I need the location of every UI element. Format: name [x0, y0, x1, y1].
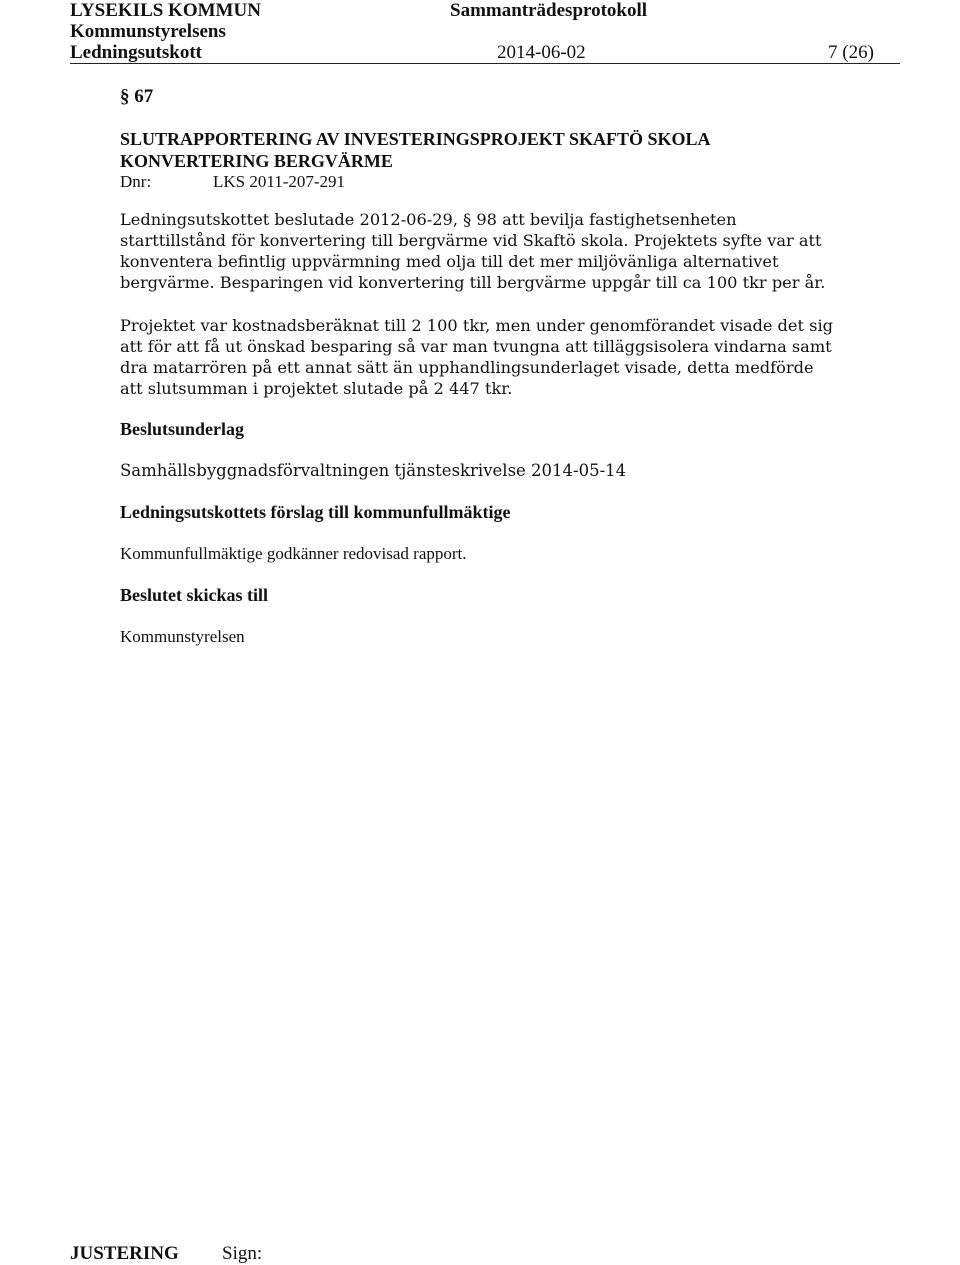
skickas-heading: Beslutet skickas till — [120, 585, 269, 605]
paragraph-line: att för att få ut önskad besparing så var man tvungna att tilläggsisolera vindarna samt — [120, 337, 832, 356]
council-name: Kommunstyrelsens — [70, 21, 226, 42]
page-number: 7 (26) — [828, 42, 874, 63]
paragraph-number: § 67 — [120, 86, 154, 107]
section-title — [120, 128, 711, 172]
meeting-date: 2014-06-02 — [497, 42, 586, 63]
forslag-heading: Ledningsutskottets förslag till kommunfullmäktige — [120, 502, 511, 522]
paragraph-line: dra matarrören på ett annat sätt än upphandlingsunderlaget visade, detta medförde — [120, 358, 814, 377]
justering-label: JUSTERING — [70, 1243, 179, 1264]
paragraph-line: bergvärme. Besparingen vid konvertering till bergvärme uppgår till ca 100 tkr per år. — [120, 273, 826, 292]
dnr-value: LKS 2011-207-291 — [213, 172, 346, 191]
protocol-title: Sammanträdesprotokoll — [450, 0, 648, 21]
body-paragraph — [120, 209, 825, 293]
beslutsunderlag-heading: Beslutsunderlag — [120, 419, 245, 439]
forslag-text: Kommunfullmäktige godkänner redovisad rapport. — [120, 544, 467, 563]
paragraph-line: Ledningsutskottet beslutade 2012-06-29, § 98 att bevilja fastighetsenheten — [120, 210, 737, 229]
header-divider — [70, 63, 900, 64]
paragraph-line: starttillstånd för konvertering till bergvärme vid Skaftö skola. Projektets syfte var att — [120, 231, 822, 250]
paragraph-line: konventera befintlig uppvärmning med olja till det mer miljövänliga alternativet — [120, 252, 779, 271]
skickas-text: Kommunstyrelsen — [120, 627, 245, 646]
paragraph-line: att slutsumman i projektet slutade på 2 447 tkr. — [120, 379, 513, 398]
beslutsunderlag-text: Samhällsbyggnadsförvaltningen tjänsteskrivelse 2014-05-14 — [120, 461, 627, 480]
org-name: LYSEKILS KOMMUN — [70, 0, 261, 21]
sign-label: Sign: — [222, 1243, 263, 1264]
title-line: SLUTRAPPORTERING AV INVESTERINGSPROJEKT SKAFTÖ SKOLA — [120, 129, 711, 149]
committee-name: Ledningsutskott — [70, 42, 202, 63]
dnr-label: Dnr: — [120, 172, 152, 191]
title-line: KONVERTERING BERGVÄRME — [120, 151, 393, 171]
paragraph-line: Projektet var kostnadsberäknat till 2 100 tkr, men under genomförandet visade det sig — [120, 316, 833, 335]
body-paragraph — [120, 315, 833, 399]
